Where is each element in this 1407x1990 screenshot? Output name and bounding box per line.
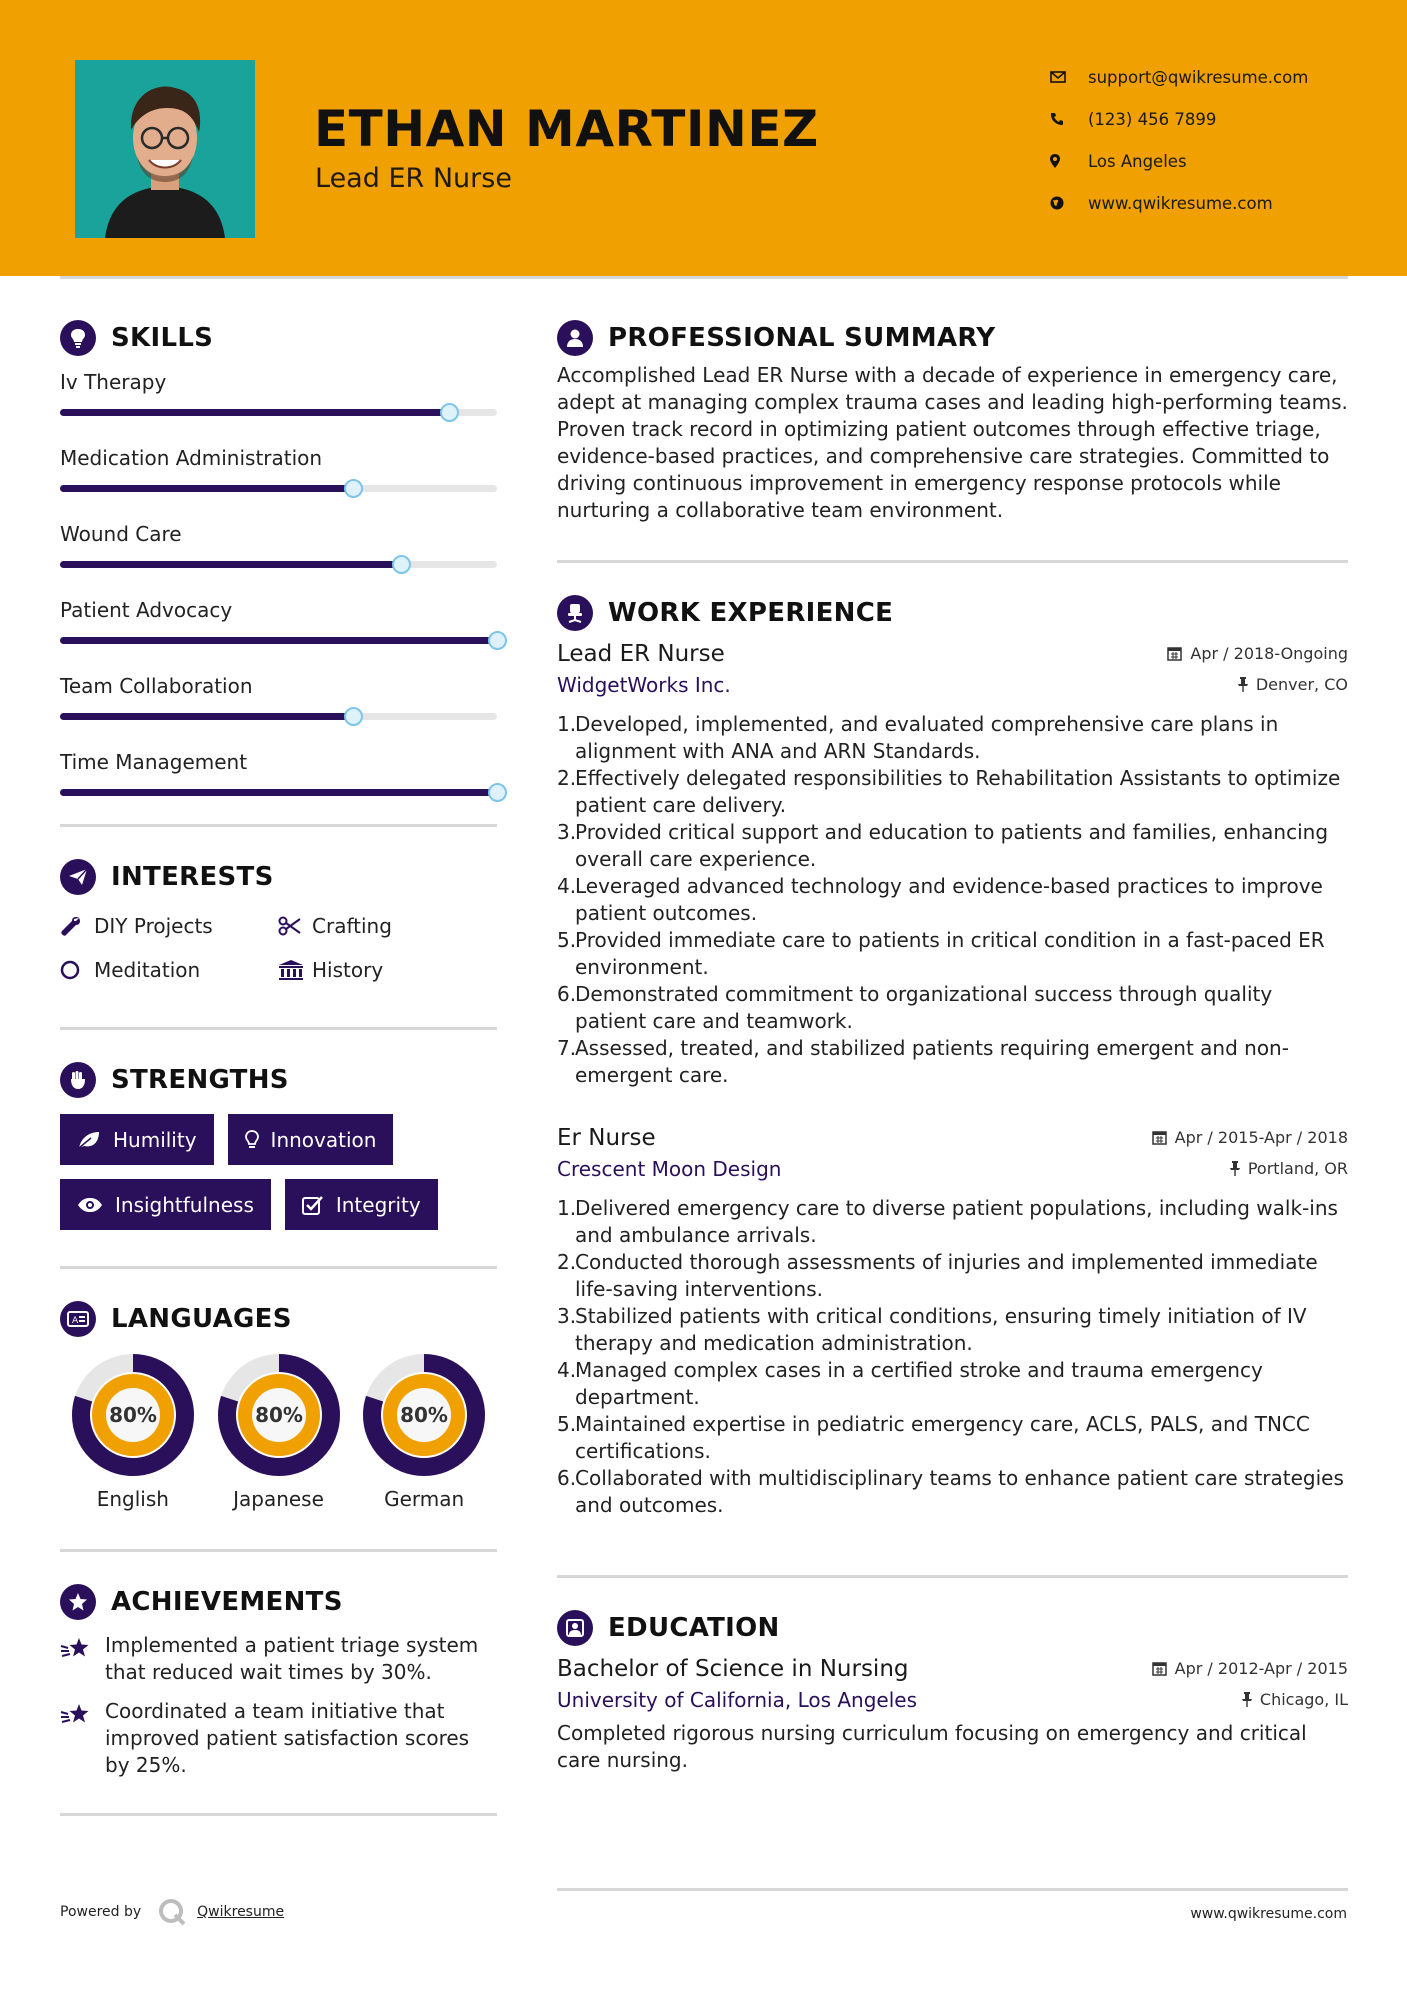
strengths-list <box>60 1114 497 1230</box>
skill-slider-knob <box>392 555 411 574</box>
achievement-item <box>60 1632 497 1686</box>
job-bullet <box>557 873 1348 927</box>
strength-badge <box>285 1179 438 1230</box>
interest-label: History <box>312 958 384 982</box>
footer-divider <box>557 1888 1348 1891</box>
pin-icon <box>1242 1692 1252 1707</box>
section-divider <box>60 1813 497 1816</box>
calendar-icon <box>1152 1661 1167 1676</box>
achievements-title: ACHIEVEMENTS <box>111 1587 343 1617</box>
footer-powered-by <box>60 1897 284 1927</box>
contact-website[interactable] <box>1050 182 1370 224</box>
envelope-icon <box>1050 71 1088 83</box>
calendar-icon <box>1167 646 1182 661</box>
experience-heading <box>557 593 1348 633</box>
job-header <box>557 1125 1348 1151</box>
bullet-text: Leveraged advanced technology and evidence-based practices to improve patient outcomes. <box>575 874 1323 925</box>
language-ring <box>362 1353 486 1477</box>
left-column <box>60 318 497 1816</box>
leaf-icon <box>77 1130 101 1150</box>
lightbulb-icon <box>245 1130 259 1150</box>
bullet-text: Effectively delegated responsibilities to Rehabilitation Assistants to optimize patient care delivery. <box>575 766 1341 817</box>
skill-label: Patient Advocacy <box>60 598 233 622</box>
bullet-text: Delivered emergency care to diverse patient populations, including walk-ins and ambulance arrivals. <box>575 1196 1338 1247</box>
profile-photo <box>75 60 255 238</box>
job-bullet <box>557 1465 1348 1519</box>
job-location-text: Portland, OR <box>1247 1159 1348 1178</box>
pin-icon <box>1238 677 1248 692</box>
svg-text:A: A <box>72 1316 79 1326</box>
job-subheader <box>557 1157 1348 1181</box>
job-entry <box>557 641 1348 1089</box>
skill-bar-fill <box>60 637 497 644</box>
section-divider <box>557 1575 1348 1578</box>
skill-bar-track <box>60 789 497 796</box>
fist-icon <box>60 1062 96 1098</box>
strength-label: Humility <box>113 1127 197 1152</box>
skills-heading <box>60 318 497 358</box>
language-name: German <box>384 1487 465 1511</box>
qwikresume-link[interactable]: Qwikresume <box>197 1904 285 1920</box>
bullet-number: 3. <box>557 1304 577 1328</box>
language-item <box>60 1353 206 1511</box>
language-percent: 80% <box>108 1403 157 1427</box>
summary-title: PROFESSIONAL SUMMARY <box>608 323 996 353</box>
skill-slider-knob <box>344 479 363 498</box>
section-divider <box>60 824 497 827</box>
contact-location <box>1050 140 1370 182</box>
candidate-title: Lead ER Nurse <box>315 163 512 194</box>
interest-label: Meditation <box>94 958 201 982</box>
education-school: University of California, Los Angeles <box>557 1688 918 1712</box>
bullet-text: Conducted thorough assessments of injuries and implemented immediate life-saving interventions. <box>575 1250 1318 1301</box>
skill-item <box>60 444 497 520</box>
contact-list <box>1050 56 1370 224</box>
job-entry <box>557 1125 1348 1519</box>
achievement-text: Implemented a patient triage system that reduced wait times by 30%. <box>105 1633 479 1684</box>
bullet-text: Developed, implemented, and evaluated comprehensive care plans in alignment with ANA and ARN Standards. <box>575 712 1279 763</box>
languages-list <box>60 1353 497 1511</box>
interest-label: Crafting <box>312 914 392 938</box>
job-location <box>1230 1159 1348 1178</box>
skill-bar-fill <box>60 561 401 568</box>
shooting-star-icon <box>60 1632 105 1686</box>
skill-bar-track <box>60 713 497 720</box>
job-company: WidgetWorks Inc. <box>557 673 731 697</box>
interests-heading <box>60 857 497 897</box>
education-dates <box>1152 1659 1348 1678</box>
bullet-text: Assessed, treated, and stabilized patients requiring emergent and non-emergent care. <box>575 1036 1289 1087</box>
star-badge-icon <box>60 1584 96 1620</box>
job-bullet <box>557 981 1348 1035</box>
job-bullet <box>557 1035 1348 1089</box>
qwikresume-logo-icon <box>157 1897 187 1927</box>
jobs-list <box>557 641 1348 1519</box>
skills-title: SKILLS <box>111 323 214 353</box>
skill-bar-fill <box>60 789 497 796</box>
job-bullet <box>557 1195 1348 1249</box>
strength-label: Integrity <box>335 1192 421 1217</box>
education-description: Completed rigorous nursing curriculum focusing on emergency and critical care nursing. <box>557 1721 1307 1772</box>
section-divider <box>60 1549 497 1552</box>
skill-slider-knob <box>488 783 507 802</box>
skill-bar-track <box>60 561 497 568</box>
skill-label: Team Collaboration <box>60 674 253 698</box>
interest-item <box>278 911 497 941</box>
bullet-text: Provided critical support and education to patients and families, enhancing overall care experience. <box>575 820 1329 871</box>
office-chair-icon <box>557 595 593 631</box>
right-column <box>557 318 1348 1774</box>
skill-item <box>60 368 497 444</box>
skill-label: Iv Therapy <box>60 370 167 394</box>
shooting-star-icon <box>60 1698 105 1779</box>
bullet-number: 6. <box>557 1466 577 1490</box>
job-dates-text: Apr / 2015-Apr / 2018 <box>1174 1128 1348 1147</box>
interest-item <box>60 955 278 985</box>
job-title: Er Nurse <box>557 1125 656 1151</box>
languages-heading <box>60 1299 497 1339</box>
bank-icon <box>278 959 312 981</box>
job-bullet <box>557 927 1348 981</box>
language-item <box>351 1353 497 1511</box>
job-header <box>557 641 1348 667</box>
achievement-text: Coordinated a team initiative that improved patient satisfaction scores by 25%. <box>105 1699 470 1777</box>
language-ring <box>71 1353 195 1477</box>
job-bullet <box>557 1303 1348 1357</box>
bullet-text: Provided immediate care to patients in critical condition in a fast-paced ER environment. <box>575 928 1325 979</box>
bullet-number: 5. <box>557 928 577 952</box>
strength-label: Insightfulness <box>115 1192 254 1217</box>
language-percent: 80% <box>254 1403 303 1427</box>
eye-icon <box>77 1197 103 1213</box>
user-icon <box>557 320 593 356</box>
language-icon <box>60 1301 96 1337</box>
globe-icon <box>1050 196 1088 210</box>
strength-badge <box>60 1114 214 1165</box>
paper-plane-icon <box>60 859 96 895</box>
bullet-number: 5. <box>557 1412 577 1436</box>
job-company: Crescent Moon Design <box>557 1157 782 1181</box>
summary-heading <box>557 318 1348 358</box>
job-bullet <box>557 1357 1348 1411</box>
skills-list <box>60 368 497 824</box>
language-name: English <box>96 1487 169 1511</box>
job-bullets <box>557 1195 1348 1519</box>
phone-icon <box>1050 112 1088 126</box>
skill-slider-knob <box>488 631 507 650</box>
skill-slider-knob <box>344 707 363 726</box>
bullet-text: Maintained expertise in pediatric emergency care, ACLS, PALS, and TNCC certifications. <box>575 1412 1310 1463</box>
education-entry <box>557 1656 1348 1774</box>
strengths-title: STRENGTHS <box>111 1065 289 1095</box>
skill-bar-track <box>60 409 497 416</box>
wrench-icon <box>60 915 94 937</box>
interests-list <box>60 911 497 985</box>
contact-phone-text: (123) 456 7899 <box>1088 109 1217 129</box>
bullet-number: 2. <box>557 1250 577 1274</box>
resume-header <box>0 0 1407 276</box>
job-bullets <box>557 711 1348 1089</box>
bullet-number: 6. <box>557 982 577 1006</box>
contact-phone <box>1050 98 1370 140</box>
skill-bar-fill <box>60 713 353 720</box>
lightbulb-icon <box>60 320 96 356</box>
strengths-heading <box>60 1060 497 1100</box>
education-header <box>557 1656 1348 1682</box>
circle-icon <box>60 959 94 981</box>
footer-website[interactable]: www.qwikresume.com <box>1190 1906 1347 1922</box>
job-dates <box>1152 1128 1348 1147</box>
section-divider <box>60 1266 497 1269</box>
education-title: EDUCATION <box>608 1613 780 1643</box>
bullet-number: 1. <box>557 712 577 736</box>
skill-item <box>60 672 497 748</box>
bullet-number: 4. <box>557 874 577 898</box>
job-bullet <box>557 1411 1348 1465</box>
education-dates-text: Apr / 2012-Apr / 2015 <box>1174 1659 1348 1678</box>
bullet-number: 7. <box>557 1036 577 1060</box>
skill-item <box>60 748 497 824</box>
summary-text: Accomplished Lead ER Nurse with a decade of experience in emergency care, adept at managing complex trauma cases and leading high-performing teams. Proven track record in optimizing patient outcomes through effective triage, evidence-based practices, and comprehensive care strategies. Committed to driving continuous improvement in emergency response protocols while nurturing a collaborative team environment. <box>557 363 1348 522</box>
education-location-text: Chicago, IL <box>1259 1690 1348 1709</box>
education-subheader <box>557 1688 1348 1712</box>
interest-item <box>278 955 497 985</box>
skill-slider-knob <box>440 403 459 422</box>
strength-badge <box>60 1179 271 1230</box>
job-bullet <box>557 711 1348 765</box>
strength-label: Innovation <box>270 1127 377 1152</box>
achievements-heading <box>60 1582 497 1622</box>
bullet-text: Demonstrated commitment to organizational success through quality patient care and teamwork. <box>575 982 1273 1033</box>
skill-bar-fill <box>60 485 353 492</box>
job-location <box>1238 675 1348 694</box>
skill-label: Medication Administration <box>60 446 323 470</box>
contact-website-text: www.qwikresume.com <box>1088 193 1273 213</box>
section-divider <box>557 560 1348 563</box>
job-bullet <box>557 1249 1348 1303</box>
bullet-text: Stabilized patients with critical conditions, ensuring timely initiation of IV therapy and medication administration. <box>575 1304 1307 1355</box>
job-dates <box>1167 644 1348 663</box>
skill-bar-track <box>60 485 497 492</box>
bullet-number: 1. <box>557 1196 577 1220</box>
powered-by-text: Powered by <box>60 1904 142 1920</box>
strength-badge <box>228 1114 394 1165</box>
job-location-text: Denver, CO <box>1255 675 1348 694</box>
scissors-icon <box>278 916 312 936</box>
language-name: Japanese <box>233 1487 324 1511</box>
map-pin-icon <box>1050 154 1088 168</box>
contact-email[interactable] <box>1050 56 1370 98</box>
bullet-text: Collaborated with multidisciplinary teams to enhance patient care strategies and outcomes. <box>575 1466 1344 1517</box>
interest-item <box>60 911 278 941</box>
contact-email-text: support@qwikresume.com <box>1088 67 1309 87</box>
job-dates-text: Apr / 2018-Ongoing <box>1190 644 1348 663</box>
job-bullet <box>557 819 1348 873</box>
bullet-number: 4. <box>557 1358 577 1382</box>
job-bullet <box>557 765 1348 819</box>
education-heading <box>557 1608 1348 1648</box>
education-location <box>1242 1690 1348 1709</box>
language-item <box>206 1353 352 1511</box>
check-square-icon <box>302 1195 324 1215</box>
language-ring <box>217 1353 341 1477</box>
interests-title: INTERESTS <box>111 862 274 892</box>
skill-bar-track <box>60 637 497 644</box>
skill-item <box>60 520 497 596</box>
job-title: Lead ER Nurse <box>557 641 725 667</box>
achievements-list <box>60 1632 497 1779</box>
skill-item <box>60 596 497 672</box>
pin-icon <box>1230 1161 1240 1176</box>
graduate-icon <box>557 1610 593 1646</box>
skill-label: Time Management <box>60 750 248 774</box>
bullet-number: 3. <box>557 820 577 844</box>
candidate-name: ETHAN MARTINEZ <box>314 100 819 158</box>
bullet-text: Managed complex cases in a certified stroke and trauma emergency department. <box>575 1358 1263 1409</box>
skill-bar-fill <box>60 409 449 416</box>
interest-label: DIY Projects <box>94 914 213 938</box>
calendar-icon <box>1152 1130 1167 1145</box>
job-subheader <box>557 673 1348 697</box>
contact-location-text: Los Angeles <box>1088 151 1187 171</box>
section-divider <box>60 1027 497 1030</box>
language-percent: 80% <box>400 1403 449 1427</box>
achievement-item <box>60 1698 497 1779</box>
languages-title: LANGUAGES <box>111 1304 292 1334</box>
experience-title: WORK EXPERIENCE <box>608 598 894 628</box>
header-divider <box>60 276 1348 279</box>
bullet-number: 2. <box>557 766 577 790</box>
education-degree: Bachelor of Science in Nursing <box>557 1656 909 1682</box>
skill-label: Wound Care <box>60 522 182 546</box>
